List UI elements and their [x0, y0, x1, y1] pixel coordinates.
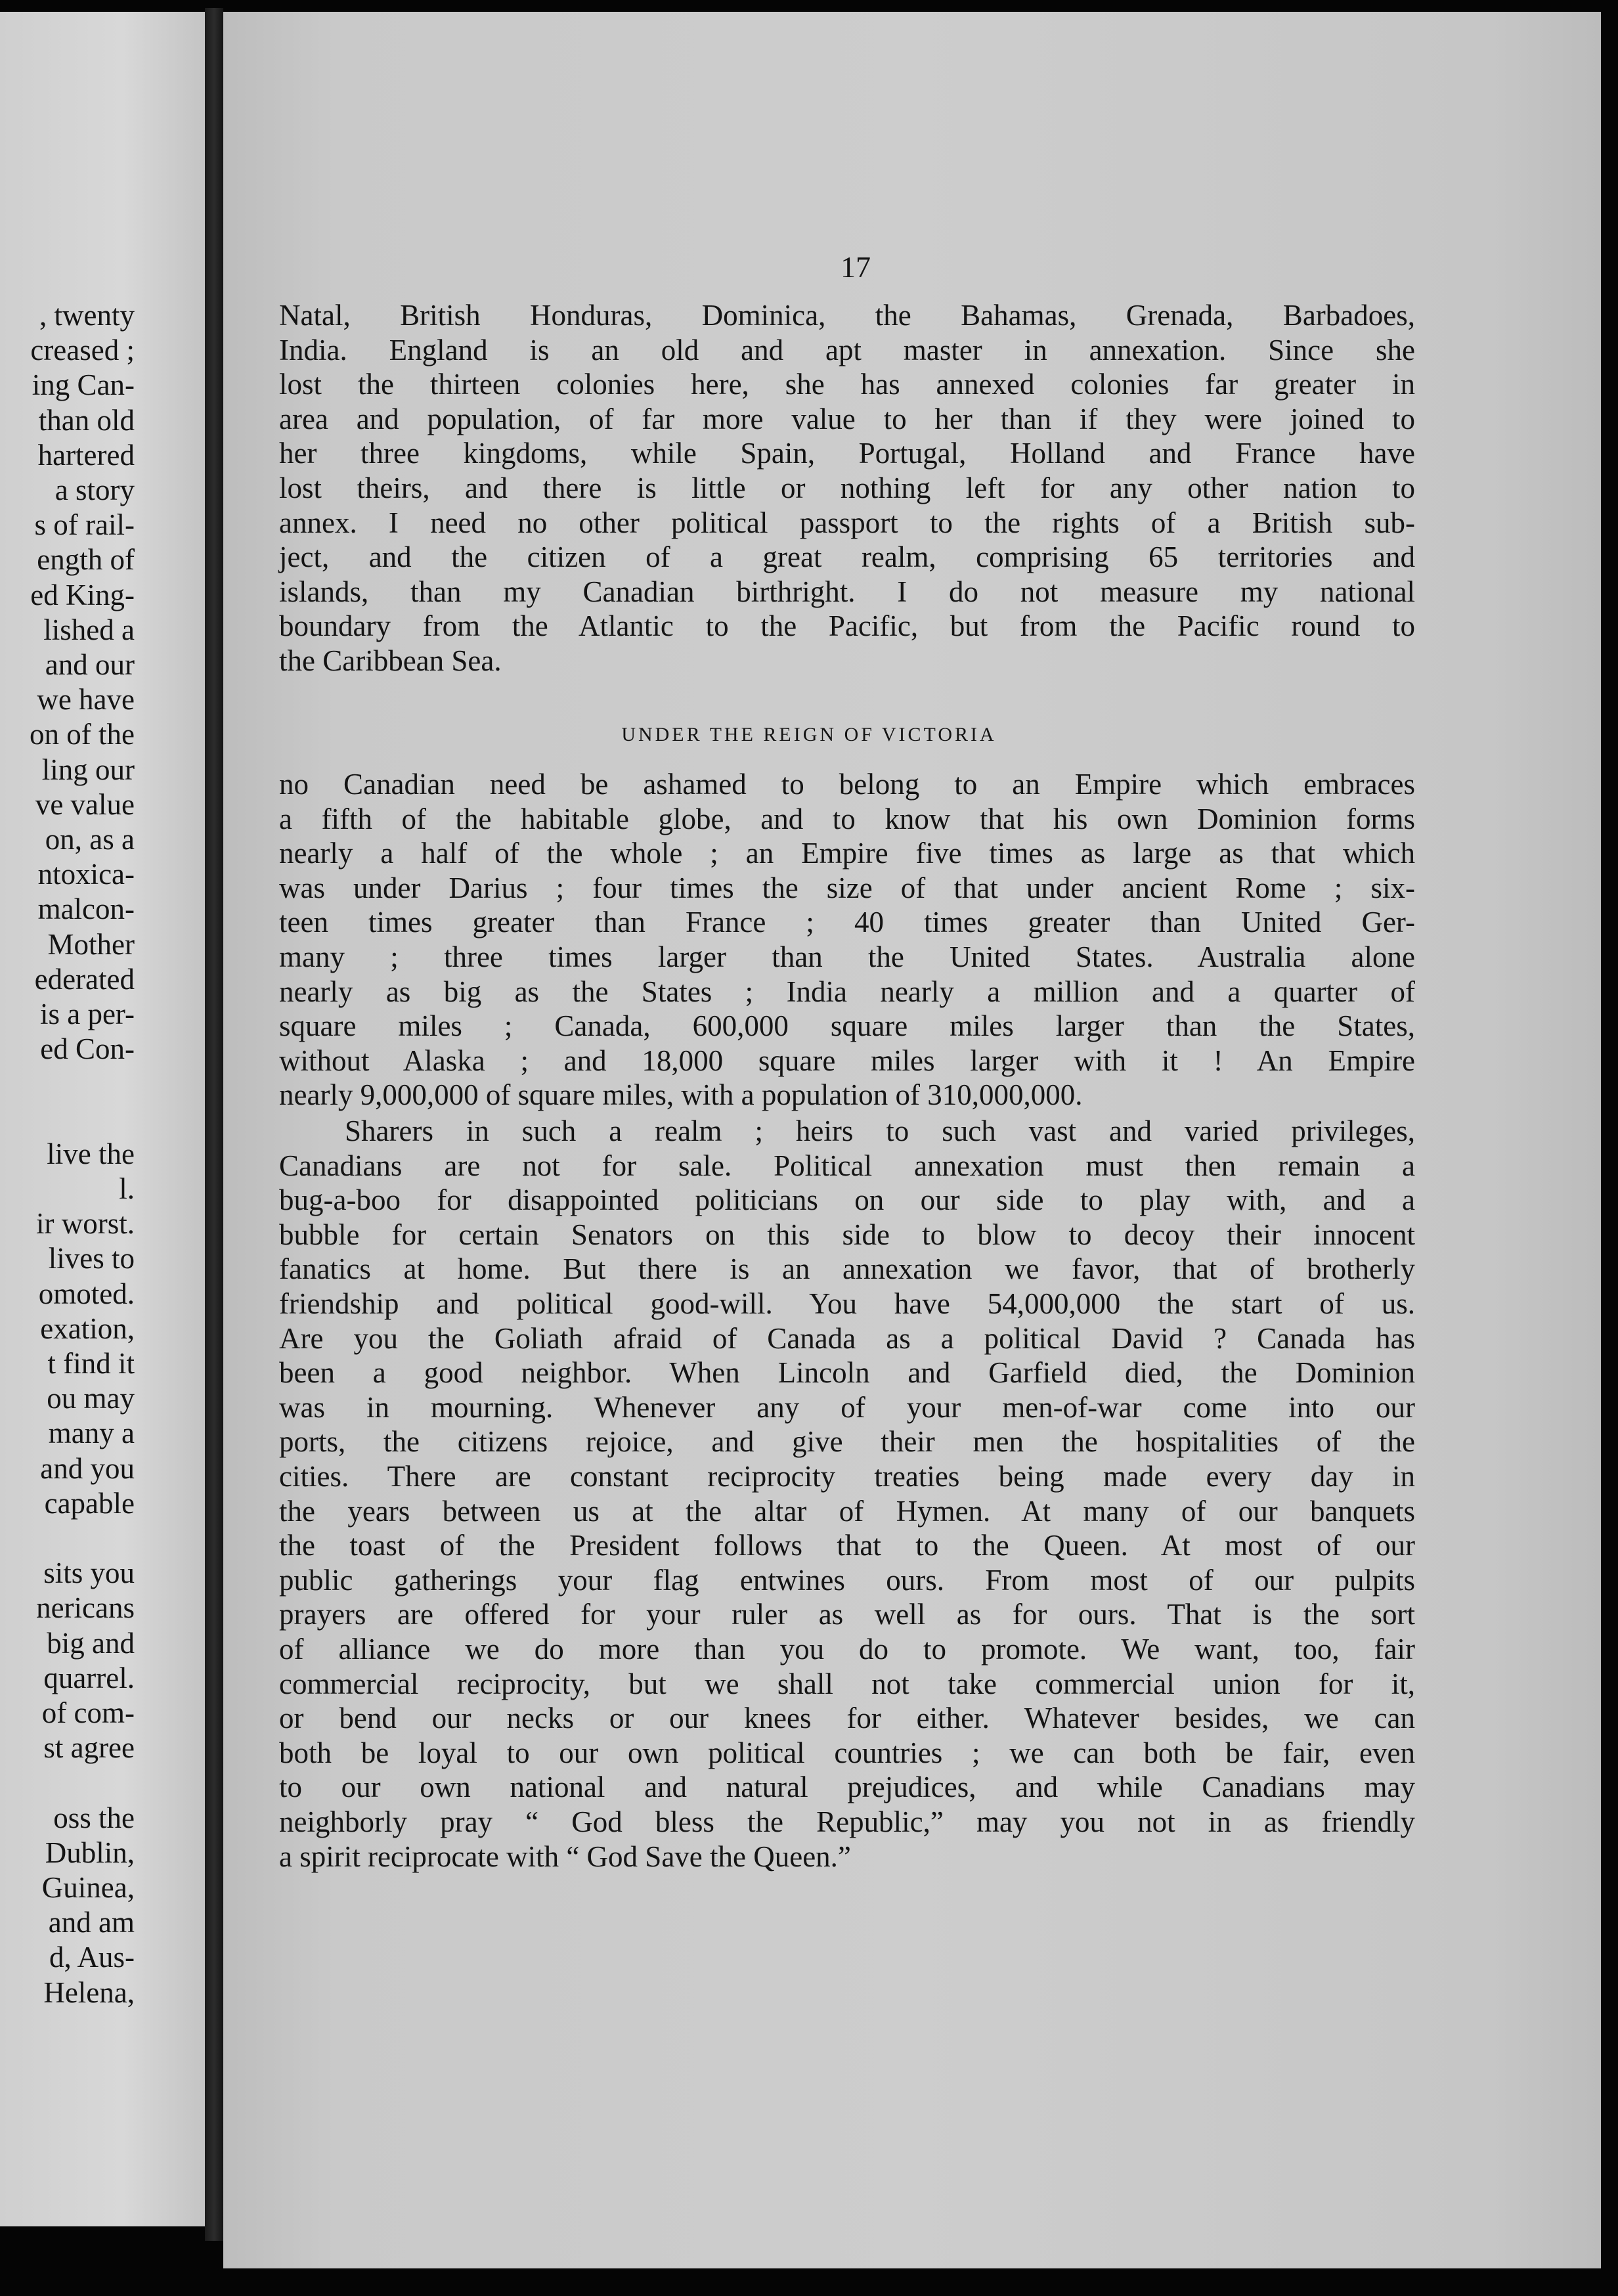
left-page-line: ing Can- — [32, 368, 135, 402]
left-page-line: s of rail- — [34, 508, 135, 542]
text-line: nearly a half of the whole ; an Empire five times as large as that which — [279, 837, 1415, 870]
left-page-line: a story — [55, 474, 135, 506]
left-page-line: and am — [48, 1906, 135, 1939]
text-line: to our own national and natural prejudices, and while Canadians may — [279, 1771, 1415, 1804]
text-line: both be loyal to our own political countries ; we can both be fair, even — [279, 1736, 1415, 1769]
text-line: prayers are offered for your ruler as well as for ours. That is the sort — [279, 1598, 1415, 1631]
left-page-line: Helena, — [43, 1976, 135, 2009]
left-page-line: ve value — [35, 787, 135, 821]
left-page-line: on of the — [30, 718, 135, 751]
left-page-line: lished a — [43, 613, 135, 646]
text-line: cities. There are constant reciprocity treaties being made every day in — [279, 1460, 1415, 1493]
left-page-line: quarrel. — [43, 1661, 135, 1694]
left-page-line: t find it — [47, 1347, 135, 1380]
text-line: area and population, of far more value to her than if they were joined to — [279, 402, 1415, 435]
text-line: or bend our necks or our knees for either. Whatever besides, we can — [279, 1702, 1415, 1735]
text-line: the years between us at the altar of Hymen. At many of our banquets — [279, 1494, 1415, 1528]
left-page-line: we have — [37, 683, 135, 717]
left-page-line: sits you — [43, 1556, 135, 1590]
text-line: Natal, British Honduras, Dominica, the Bahamas, Grenada, Barbadoes, — [279, 299, 1415, 332]
left-page-line: ed King- — [30, 578, 135, 611]
left-page-line: Dublin, — [45, 1836, 135, 1869]
text-line: been a good neighbor. When Lincoln and Garfield died, the Dominion — [279, 1356, 1415, 1390]
text-line: the toast of the President follows that to the Queen. At most of our — [279, 1529, 1415, 1562]
text-line: a fifth of the habitable globe, and to know that his own Dominion forms — [279, 802, 1415, 835]
left-page-line: creased ; — [30, 334, 135, 367]
left-page-line: ntoxica- — [37, 858, 135, 891]
text-line: ports, the citizens rejoice, and give their men the hospitalities of the — [279, 1425, 1415, 1459]
left-page-line: of com- — [41, 1696, 135, 1729]
left-page-line: many a — [48, 1417, 135, 1450]
left-page-line: is a per- — [39, 998, 135, 1030]
left-page-line: malcon- — [37, 893, 135, 926]
text-line: nearly 9,000,000 of square miles, with a population of 310,000,000. — [279, 1078, 1083, 1112]
text-line: nearly as big as the States ; India nearly a million and a quarter of — [279, 975, 1415, 1008]
left-page-line: Mother — [47, 927, 135, 961]
text-line: annex. I need no other political passport to the rights of a British sub- — [279, 506, 1415, 539]
left-page-line: hartered — [37, 438, 135, 472]
left-page-line: than old — [38, 403, 135, 437]
text-line: Are you the Goliath afraid of Canada as a political David ? Canada has — [279, 1321, 1415, 1355]
text-line: was under Darius ; four times the size of that under ancient Rome ; six- — [279, 871, 1415, 904]
text-line: India. England is an old and apt master in annexation. Since she — [279, 333, 1415, 366]
text-line: friendship and political good-will. You have 54,000,000 the start of us. — [279, 1287, 1415, 1320]
text-line: the Caribbean Sea. — [279, 644, 502, 677]
text-line: square miles ; Canada, 600,000 square miles larger than the States, — [279, 1009, 1415, 1043]
left-page-line: l. — [119, 1172, 135, 1205]
section-heading: UNDER THE REIGN OF VICTORIA — [621, 724, 997, 745]
left-page-line: oss the — [53, 1801, 135, 1834]
text-line: islands, than my Canadian birthright. I do not measure my national — [279, 575, 1415, 608]
text-line: a spirit reciprocate with “ God Save the Queen.” — [279, 1840, 851, 1873]
left-facing-page — [0, 12, 205, 2226]
text-line: neighborly pray “ God bless the Republic,” may you not in as friendly — [279, 1805, 1415, 1838]
left-page-line: st agree — [43, 1731, 135, 1765]
text-line: lost theirs, and there is little or nothing left for any other nation to — [279, 472, 1415, 504]
left-page-line: omoted. — [38, 1277, 135, 1310]
left-page-line: ength of — [37, 543, 135, 577]
text-line: was in mourning. Whenever any of your men-of-war come into our — [279, 1390, 1415, 1424]
left-page-line: Guinea, — [41, 1871, 135, 1904]
text-line: ject, and the citizen of a great realm, comprising 65 territories and — [279, 541, 1415, 574]
left-page-line: on, as a — [45, 823, 135, 856]
left-page-line: nericans — [36, 1591, 135, 1625]
left-page-line: , twenty — [39, 299, 135, 332]
book-gutter — [205, 8, 223, 2241]
text-line: commercial reciprocity, but we shall not take commercial union for it, — [279, 1667, 1415, 1700]
left-page-line: ou may — [47, 1382, 135, 1415]
text-line: of alliance we do more than you do to promote. We want, too, fair — [279, 1633, 1415, 1666]
left-page-line: live the — [47, 1137, 135, 1170]
left-page-line: d, Aus- — [49, 1941, 135, 1974]
left-page-line: ederated — [34, 962, 135, 996]
text-line: fanatics at home. But there is an annexation we favor, that of brotherly — [279, 1252, 1415, 1286]
left-page-line: ling our — [41, 753, 135, 786]
left-page-line: exation, — [40, 1312, 135, 1345]
page-number: 17 — [841, 250, 871, 284]
text-line: lost the thirteen colonies here, she has annexed colonies far greater in — [279, 368, 1415, 401]
text-line: no Canadian need be ashamed to belong to an Empire which embraces — [279, 768, 1415, 801]
text-line: without Alaska ; and 18,000 square miles larger with it ! An Empire — [279, 1044, 1415, 1077]
text-line: teen times greater than France ; 40 times greater than United Ger- — [279, 906, 1415, 939]
text-line: many ; three times larger than the United States. Australia alone — [279, 940, 1415, 973]
left-page-line: lives to — [48, 1242, 135, 1275]
text-line: boundary from the Atlantic to the Pacific, but from the Pacific round to — [279, 609, 1415, 643]
left-page-line: ed Con- — [40, 1032, 135, 1066]
left-page-line: ir worst. — [36, 1207, 135, 1241]
text-line: bubble for certain Senators on this side to blow to decoy their innocent — [279, 1218, 1415, 1251]
left-page-line: and you — [40, 1451, 135, 1485]
text-line: her three kingdoms, while Spain, Portugal, Holland and France have — [279, 437, 1415, 470]
left-page-line: and our — [45, 648, 135, 681]
text-line: Sharers in such a realm ; heirs to such vast and varied privileges, — [345, 1115, 1415, 1147]
text-line: public gatherings your flag entwines ours. From most of our pulpits — [279, 1563, 1415, 1597]
text-line: bug-a-boo for disappointed politicians on our side to play with, and a — [279, 1183, 1415, 1217]
left-page-line: capable — [44, 1486, 135, 1520]
text-line: Canadians are not for sale. Political annexation must then remain a — [279, 1149, 1415, 1182]
left-page-line: big and — [47, 1626, 135, 1660]
